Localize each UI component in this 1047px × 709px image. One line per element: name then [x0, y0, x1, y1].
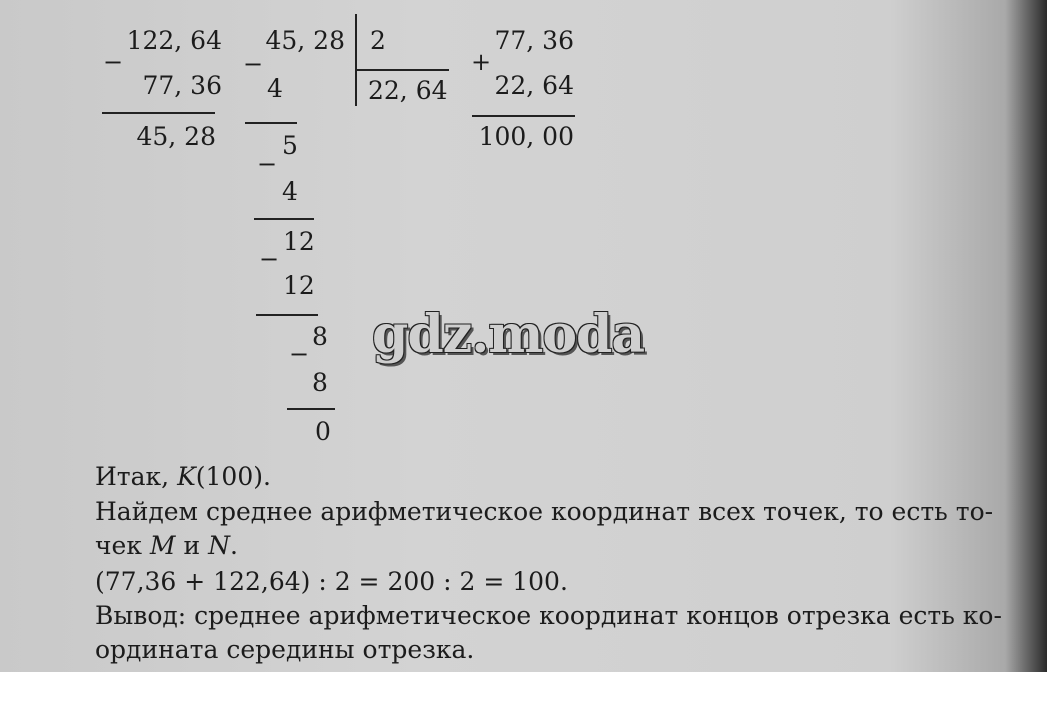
division-step: 8: [312, 368, 328, 397]
division-line: [254, 218, 314, 220]
minuend: 122, 64: [126, 26, 222, 55]
plus-sign: +: [471, 48, 492, 76]
division-step: 8: [312, 322, 328, 351]
dividend: 45, 28: [265, 26, 345, 55]
addition-line: [472, 115, 575, 117]
bottom-margin: [0, 672, 1047, 709]
minus-sign: −: [243, 50, 264, 78]
addend-2: 22, 64: [494, 71, 574, 100]
difference: 45, 28: [136, 122, 216, 151]
division-step: 4: [267, 74, 283, 103]
quotient: 22, 64: [368, 76, 448, 105]
division-line: [245, 122, 297, 124]
text-line-6: ордината середины отрезка.: [95, 635, 475, 664]
sum: 100, 00: [478, 122, 574, 151]
text-line-5: Вывод: среднее арифметическое координат концов отрезка есть ко-: [95, 601, 1002, 630]
minus-sign: −: [257, 150, 278, 178]
text-line-1: Итак, K(100).: [95, 462, 271, 491]
watermark-logo: gdz.moda: [372, 304, 645, 365]
subtrahend: 77, 36: [142, 71, 222, 100]
subtraction-line: [102, 112, 215, 114]
division-step: 12: [283, 271, 315, 300]
division-step: 5: [282, 131, 298, 160]
text-line-2: Найдем среднее арифметическое координат всех точек, то есть то-: [95, 497, 994, 526]
minus-sign: −: [259, 245, 280, 273]
point-n: N: [208, 531, 230, 560]
division-step: 12: [283, 227, 315, 256]
division-bracket-vertical: [355, 14, 357, 106]
text-line-3: чек M и N.: [95, 531, 238, 560]
division-step: 0: [315, 417, 331, 446]
point-m: M: [149, 531, 176, 560]
divisor: 2: [370, 26, 386, 55]
division-line: [256, 314, 318, 316]
division-step: 4: [282, 177, 298, 206]
division-bracket-horizontal: [356, 69, 449, 71]
minus-sign: −: [103, 48, 124, 76]
division-line: [287, 408, 335, 410]
minus-sign: −: [289, 340, 310, 368]
text-line-4: (77,36 + 122,64) : 2 = 200 : 2 = 100.: [95, 567, 568, 596]
addend-1: 77, 36: [494, 26, 574, 55]
point-k: K: [177, 462, 196, 491]
